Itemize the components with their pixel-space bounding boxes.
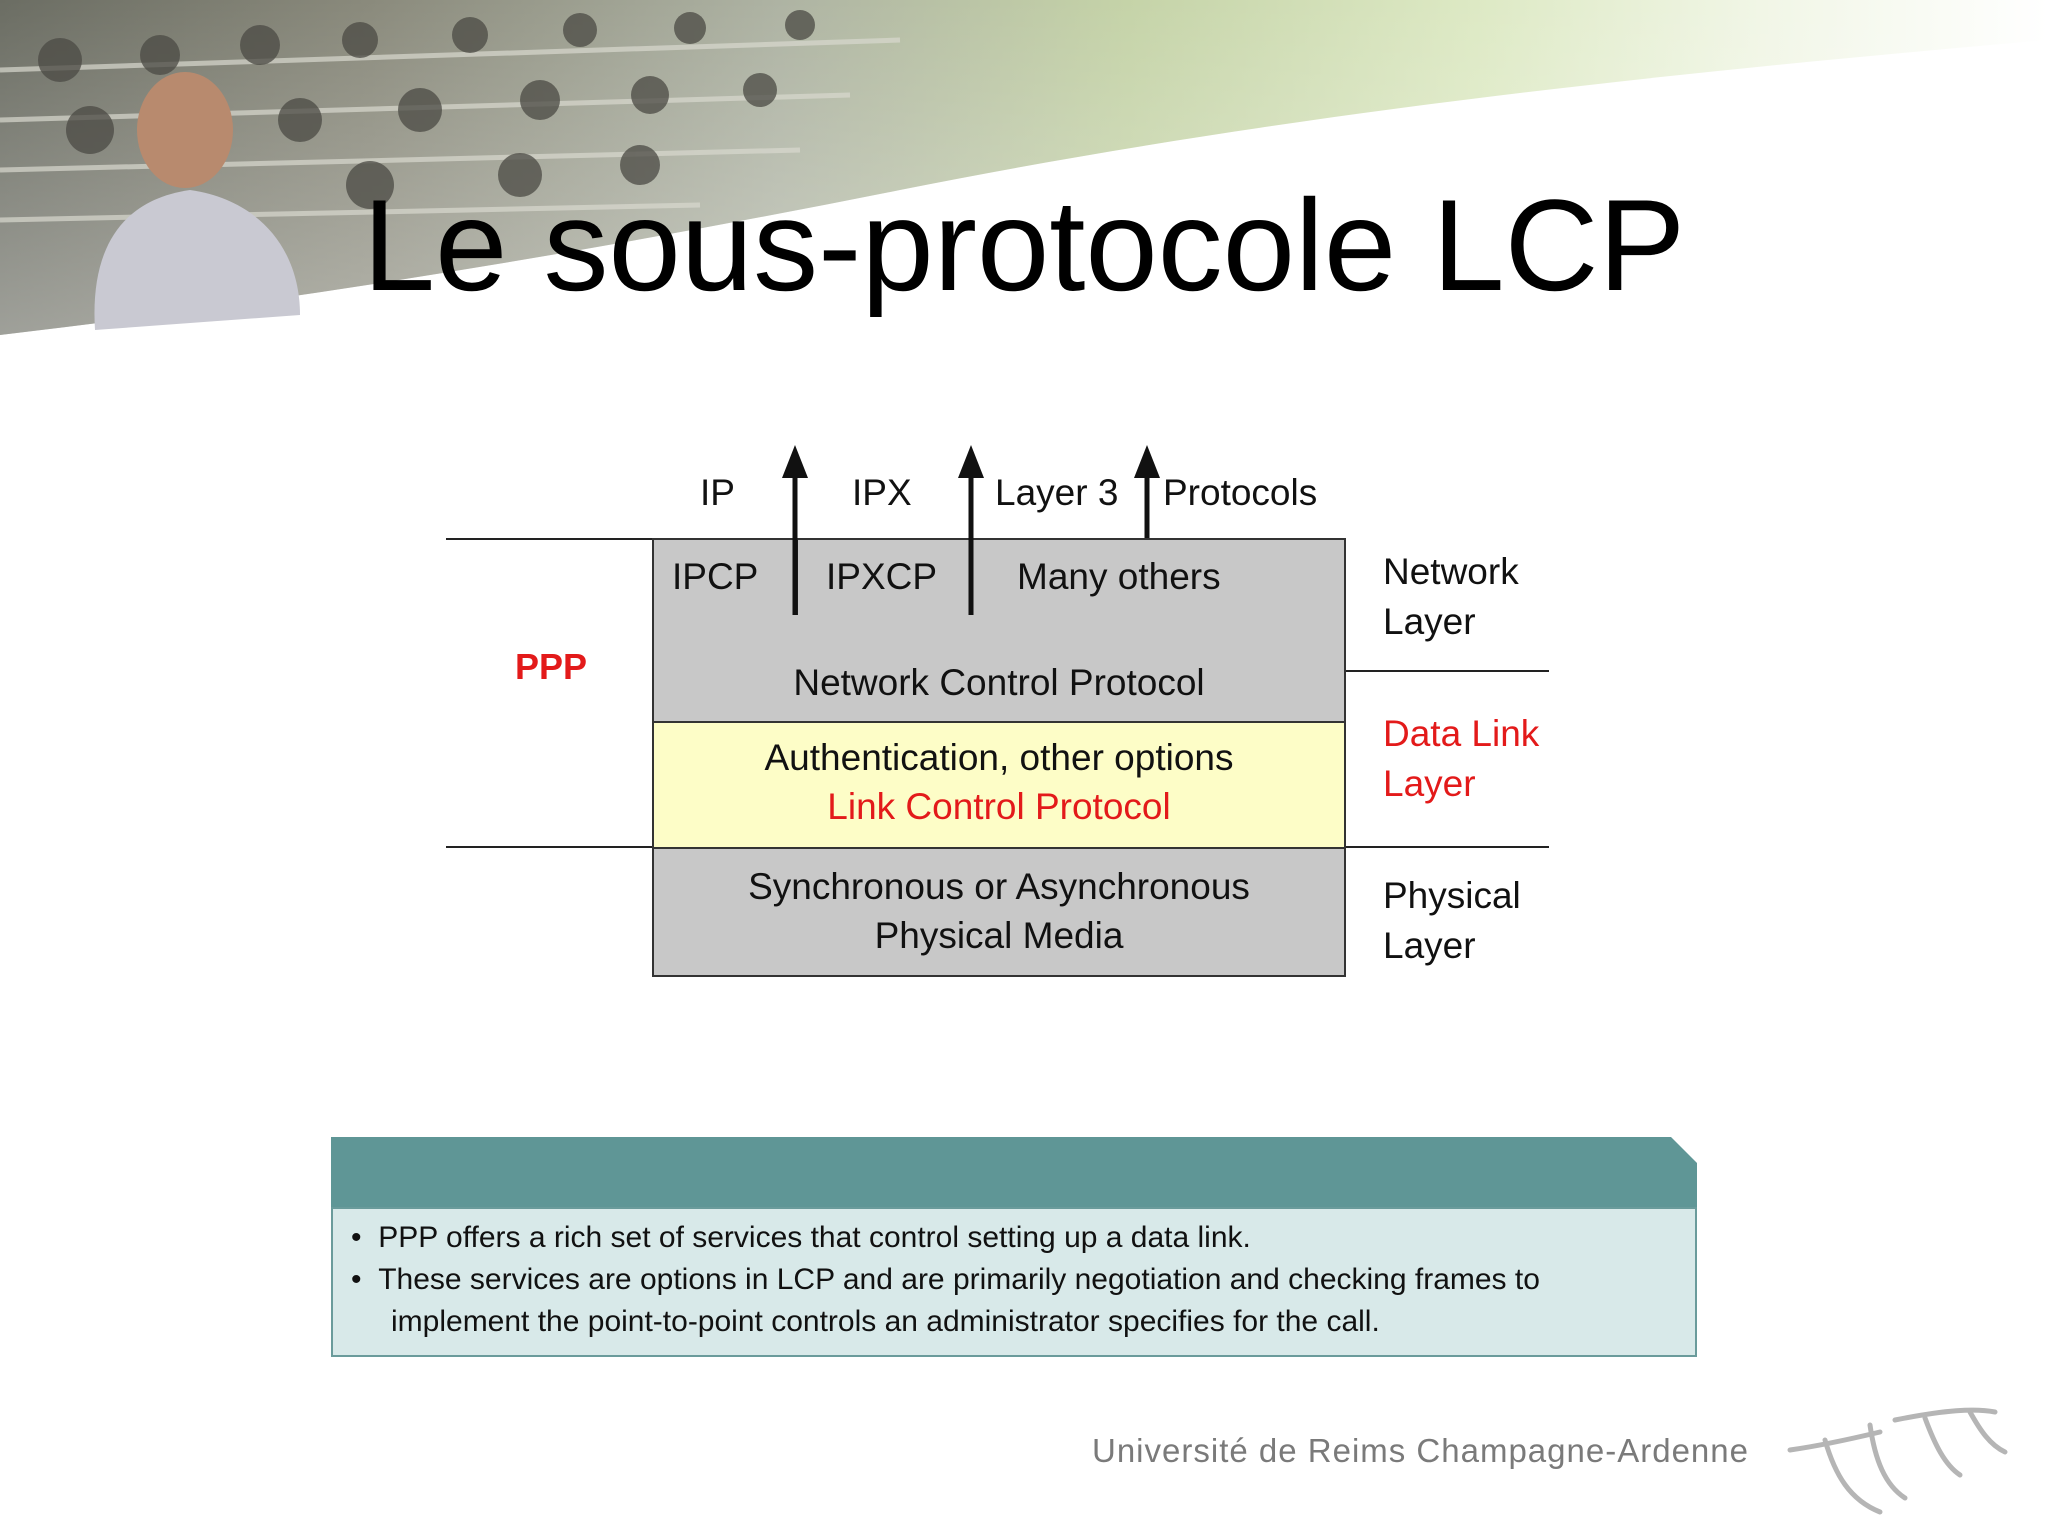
bullet-2-continuation [391,1305,1380,1339]
datalink-layer-label-2: Layer [1383,763,1476,804]
physical-media-line1: Synchronous or Asynchronous [748,866,1250,907]
physical-layer-label-2: Layer [1383,925,1476,966]
network-control-protocol-label: Network Control Protocol [793,662,1205,703]
physical-media-line2: Physical Media [874,915,1124,956]
bullet-2-text: These services are options in LCP and are primarily negotiation and checking frames to [378,1263,1540,1296]
university-name: Université de Reims Champagne-Ardenne [1092,1432,1749,1469]
ipcp-label: IPCP [672,556,759,597]
ipxcp-label: IPXCP [826,556,938,597]
note-panel-header [331,1137,1699,1209]
datalink-physical-left-line [446,846,654,848]
note-panel-body [331,1207,1697,1357]
bullet-1-text: PPP offers a rich set of services that control setting up a data link. [378,1221,1251,1254]
ipx-label: IPX [852,472,912,513]
network-layer-label-1: Network [1383,551,1519,592]
slide-title: Le sous-protocole LCP [362,172,1686,318]
auth-options-label: Authentication, other options [764,737,1234,778]
ppp-label: PPP [515,646,588,687]
many-others-label: Many others [1017,556,1221,597]
university-logo-icon [1785,1390,2015,1520]
bullet-2-continuation-text: implement the point-to-point controls an administrator specifies for the call. [391,1305,1380,1338]
physical-layer-label-1: Physical [1383,875,1521,916]
datalink-physical-right-line [1344,846,1549,848]
protocols-label: Protocols [1163,472,1318,513]
note-panel [331,1137,1699,1357]
datalink-layer-label-1: Data Link [1383,713,1540,754]
bullet-dot: • [351,1263,379,1296]
link-control-protocol-label: Link Control Protocol [827,786,1171,827]
ip-label: IP [700,472,735,513]
bullet-dot: • [351,1221,379,1254]
network-layer-label-2: Layer [1383,601,1476,642]
layer3-label: Layer 3 [995,472,1119,513]
bullet-1 [351,1221,1251,1255]
bullet-2 [351,1263,1540,1297]
